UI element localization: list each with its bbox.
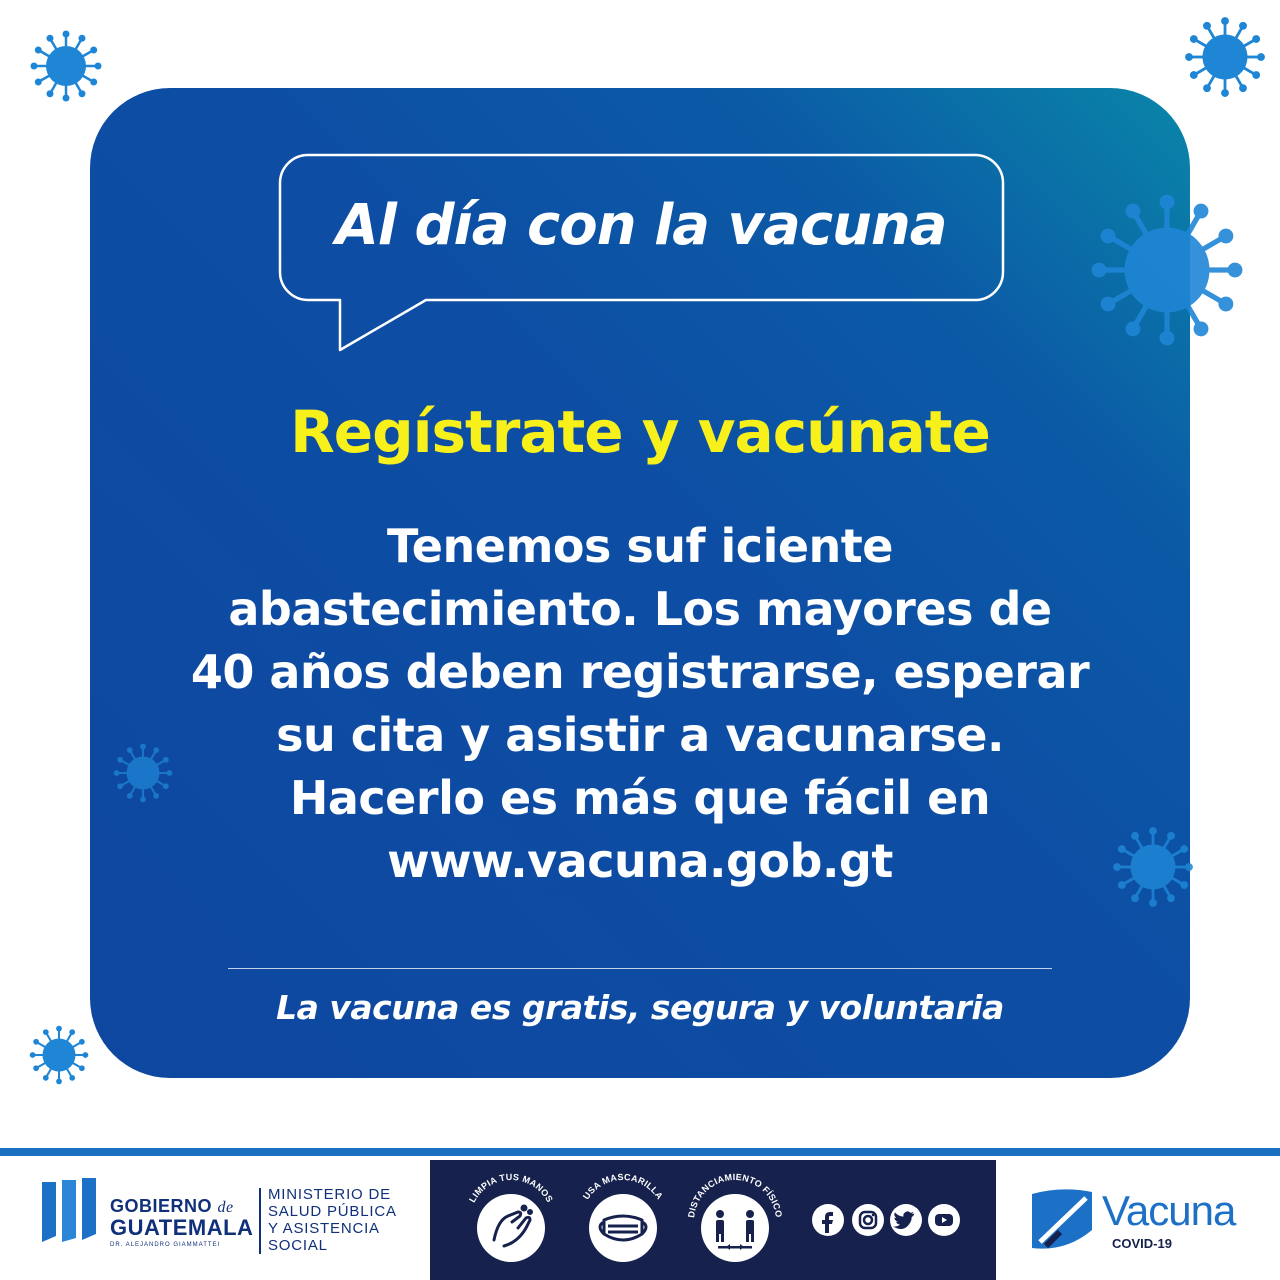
virus-icon (1082, 185, 1252, 355)
vacuna-logo-sub: COVID-19 (1112, 1236, 1172, 1251)
svg-text:USA MASCARILLA: USA MASCARILLA (581, 1171, 665, 1202)
virus-icon (1180, 12, 1270, 102)
svg-text:DISTANCIAMIENTO FÍSICO: DISTANCIAMIENTO FÍSICO (686, 1171, 784, 1219)
virus-icon (26, 26, 106, 106)
vacuna-logo-name: Vacuna (1102, 1187, 1236, 1234)
bubble-title: Al día con la vacuna (335, 193, 947, 258)
gobierno-logo-bars (42, 1176, 102, 1244)
gobierno-logo-text: GOBIERNO de GUATEMALA DR. ALEJANDRO GIAMMATTEI (110, 1196, 254, 1248)
body-url[interactable]: www.vacuna.gob.gt (387, 834, 893, 888)
virus-icon (26, 1022, 92, 1088)
body-line: Hacerlo es más que fácil en (289, 771, 991, 825)
tagline: La vacuna es gratis, segura y voluntaria (276, 988, 1004, 1027)
wash-hands-badge (458, 1168, 564, 1274)
logo-separator (259, 1188, 261, 1254)
instagram-icon[interactable] (852, 1204, 884, 1236)
headline: Regístrate y vacúnate (290, 398, 990, 466)
body-line: abastecimiento. Los mayores de (228, 582, 1052, 636)
body-text (140, 515, 1140, 893)
body-line: Tenemos suf iciente (387, 519, 893, 573)
body-line: 40 años deben registrarse, esperar (190, 645, 1090, 699)
mask-badge (570, 1168, 676, 1274)
footer-rule (0, 1148, 1280, 1156)
vacuna-logo-icon (1026, 1186, 1098, 1254)
divider (228, 968, 1052, 969)
twitter-icon[interactable] (890, 1204, 922, 1236)
ministry-name: MINISTERIO DE SALUD PÚBLICA Y ASISTENCIA SOCIAL (268, 1186, 397, 1254)
svg-text:LIMPIA TUS MANOS: LIMPIA TUS MANOS (467, 1171, 555, 1205)
youtube-icon[interactable] (928, 1204, 960, 1236)
body-line: su cita y asistir a vacunarse. (276, 708, 1004, 762)
distancing-badge (682, 1168, 788, 1274)
facebook-icon[interactable] (812, 1204, 844, 1236)
